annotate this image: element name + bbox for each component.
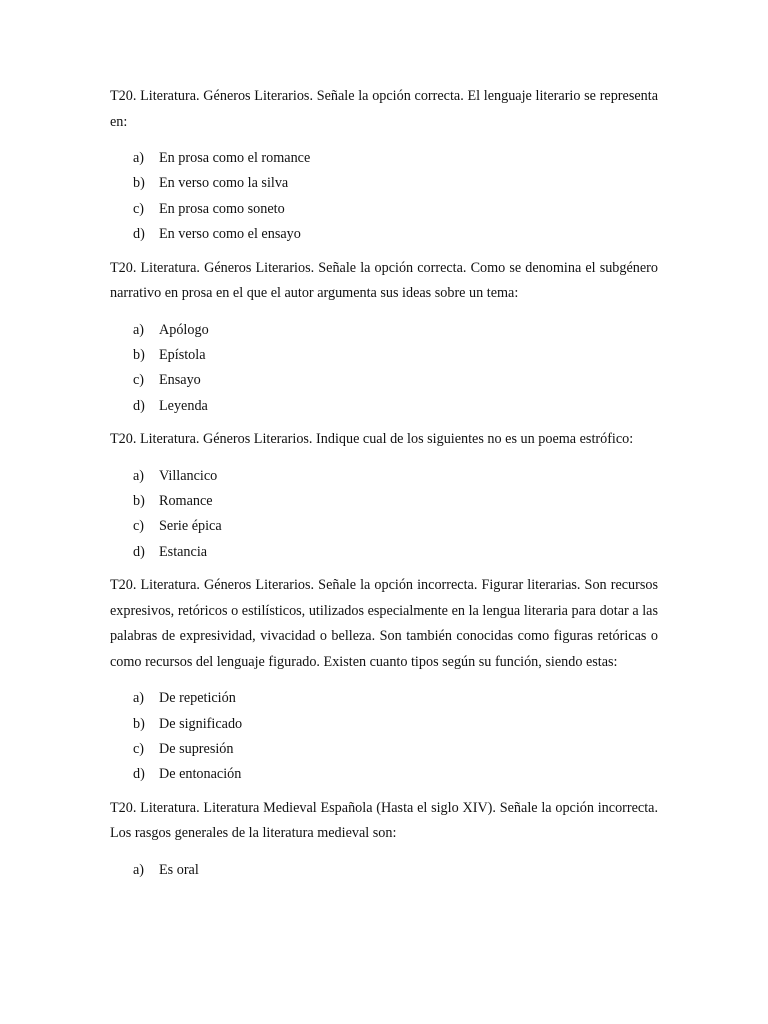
option-item xyxy=(133,368,658,393)
option-text: Ensayo xyxy=(159,372,201,389)
option-item xyxy=(133,737,658,762)
option-list xyxy=(110,464,658,566)
option-item xyxy=(133,222,658,247)
option-letter: b) xyxy=(133,715,145,732)
option-item xyxy=(133,712,658,737)
option-list xyxy=(110,858,658,883)
option-text: Apólogo xyxy=(159,321,209,338)
option-item xyxy=(133,540,658,565)
option-letter: d) xyxy=(133,766,145,783)
question-text: T20. Literatura. Géneros Literarios. Indique cual de los siguientes no es un poema estrófico: xyxy=(110,431,634,448)
option-text: Serie épica xyxy=(159,518,222,535)
option-text: En verso como la silva xyxy=(159,175,289,192)
option-text: De supresión xyxy=(159,740,234,757)
question-4 xyxy=(110,573,658,788)
option-text: Villancico xyxy=(159,467,218,484)
option-item xyxy=(133,686,658,711)
option-item xyxy=(133,394,658,419)
option-letter: a) xyxy=(133,150,145,166)
option-letter: c) xyxy=(133,200,145,217)
option-letter: d) xyxy=(133,226,145,243)
option-text: Romance xyxy=(159,493,213,510)
question-3 xyxy=(110,427,658,565)
option-letter: a) xyxy=(133,467,145,484)
option-item xyxy=(133,762,658,787)
option-letter: a) xyxy=(133,321,145,338)
option-item xyxy=(133,171,658,196)
option-letter: b) xyxy=(133,175,145,192)
option-item xyxy=(133,146,658,171)
option-item xyxy=(133,489,658,514)
question-text: T20. Literatura. Géneros Literarios. Señale la opción incorrecta. Figurar literarias. Son recursos expresivos, retóricos o estilísticos, utilizados especialmente en la lengua literaria para dotar a las palabras de expresividad, vivacidad o belleza. Son también conocidas como figuras retóricas o como recursos del lenguaje figurado. Existen cuanto tipos según su función, siendo estas: xyxy=(110,577,658,670)
option-list xyxy=(110,318,658,420)
question-text: T20. Literatura. Géneros Literarios. Señale la opción correcta. Como se denomina el subgénero narrativo en prosa en el que el autor argumenta sus ideas sobre un tema: xyxy=(110,259,658,302)
option-item xyxy=(133,514,658,539)
option-letter: c) xyxy=(133,372,145,389)
option-text: De repetición xyxy=(159,690,236,707)
option-item xyxy=(133,464,658,489)
option-text: Estancia xyxy=(159,543,208,560)
question-5 xyxy=(110,796,658,883)
option-letter: c) xyxy=(133,518,145,535)
option-letter: b) xyxy=(133,493,145,510)
option-text: De significado xyxy=(159,715,243,732)
option-letter: b) xyxy=(133,346,145,363)
option-letter: a) xyxy=(133,690,145,707)
option-item xyxy=(133,318,658,343)
option-item xyxy=(133,343,658,368)
option-text: En verso como el ensayo xyxy=(159,226,301,243)
option-text: De entonación xyxy=(159,766,242,783)
option-item xyxy=(133,197,658,222)
option-letter: c) xyxy=(133,740,145,757)
question-text: T20. Literatura. Literatura Medieval Española (Hasta el siglo XIV). Señale la opción incorrecta. Los rasgos generales de la literatura medieval son: xyxy=(110,799,658,842)
question-text: T20. Literatura. Géneros Literarios. Señale la opción correcta. El lenguaje literario se representa en: xyxy=(110,88,658,130)
option-text: Epístola xyxy=(159,346,206,363)
option-letter: a) xyxy=(133,861,145,878)
option-letter: d) xyxy=(133,543,145,560)
option-list xyxy=(110,686,658,788)
option-text: En prosa como soneto xyxy=(159,200,285,217)
option-text: En prosa como el romance xyxy=(159,150,311,166)
option-letter: d) xyxy=(133,397,145,414)
option-list xyxy=(110,146,658,248)
option-text: Es oral xyxy=(159,861,199,878)
option-item xyxy=(133,858,658,883)
option-text: Leyenda xyxy=(159,397,208,414)
question-2 xyxy=(110,256,658,420)
question-1 xyxy=(110,84,658,248)
